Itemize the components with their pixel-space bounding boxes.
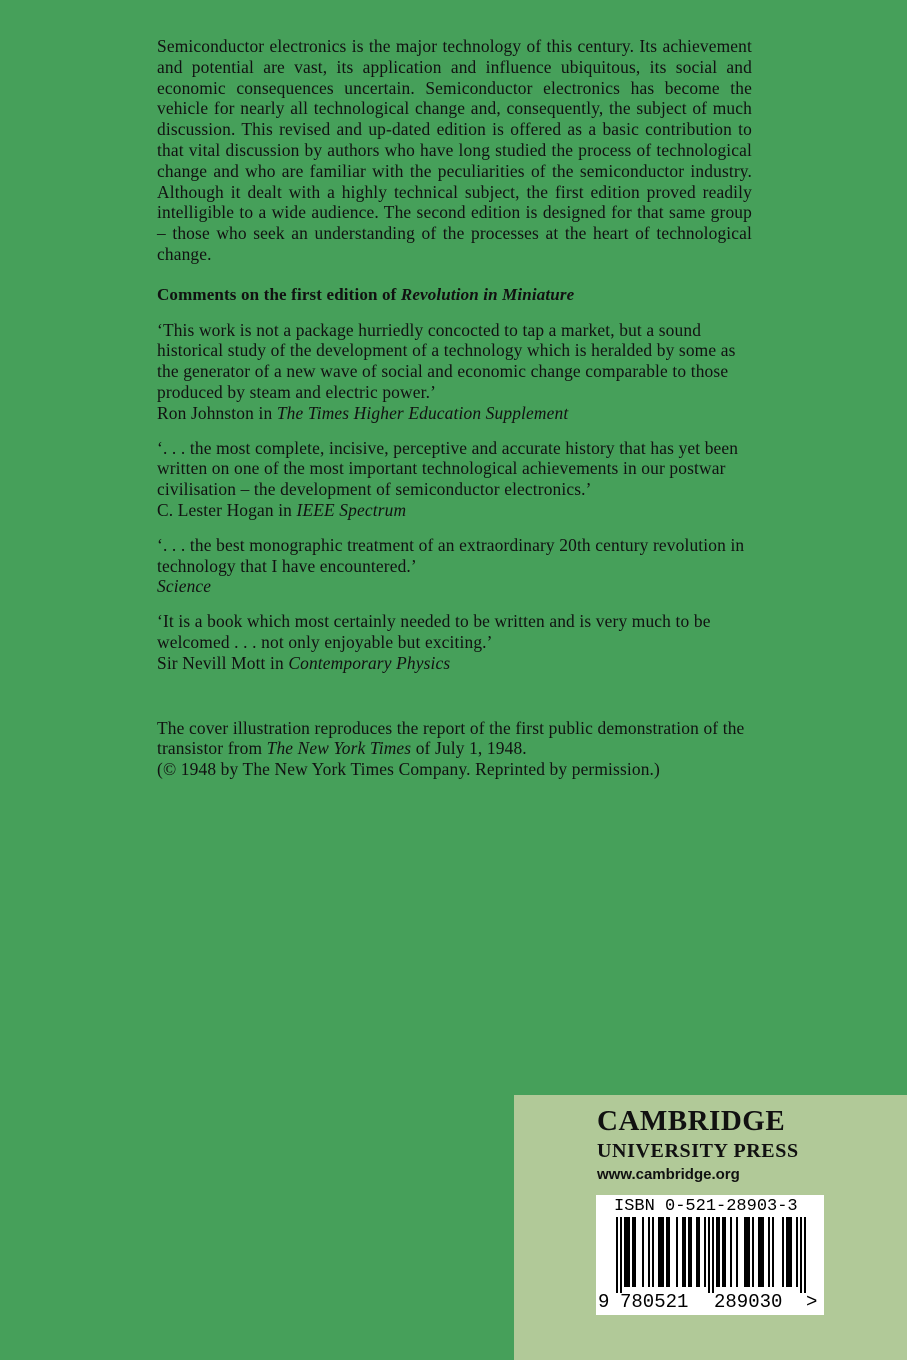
review-quote-4 xyxy=(157,611,752,673)
review-quote-2 xyxy=(157,438,752,521)
back-cover-text xyxy=(157,36,752,780)
barcode-bar xyxy=(634,1217,636,1287)
barcode-bar xyxy=(752,1217,754,1287)
ean-marker: > xyxy=(806,1291,818,1313)
barcode-bar xyxy=(658,1217,660,1287)
publisher-press: UNIVERSITY PRESS xyxy=(597,1140,799,1162)
book-title: Revolution in Miniature xyxy=(400,284,575,304)
comments-heading xyxy=(157,285,752,306)
barcode-bar xyxy=(718,1217,720,1287)
newspaper-name: The New York Times xyxy=(266,738,412,759)
barcode-bar xyxy=(648,1217,650,1287)
quote-text: ‘. . . the most complete, incisive, perceptive and accurate history that has yet been written on one of the most important technological achievements in our postwar civilisation – the development of semiconductor electronics.’ xyxy=(157,437,739,500)
barcode-bar xyxy=(698,1217,700,1287)
ean-right-group: 289030 xyxy=(714,1291,783,1313)
barcode-bar xyxy=(660,1217,662,1287)
barcode-bar xyxy=(708,1217,710,1293)
barcode-bar xyxy=(616,1217,618,1293)
barcode-bar xyxy=(736,1217,738,1287)
barcode-bar xyxy=(642,1217,644,1287)
reviewer: Ron Johnston in xyxy=(157,402,277,423)
barcode-bar xyxy=(748,1217,750,1287)
barcode-bar xyxy=(744,1217,746,1287)
barcode-bar xyxy=(788,1217,790,1287)
barcode-bar xyxy=(760,1217,762,1287)
barcode-bar xyxy=(782,1217,784,1287)
quote-attribution xyxy=(157,653,752,674)
barcode-bar xyxy=(676,1217,678,1287)
barcode-bar xyxy=(724,1217,726,1287)
barcode-bar xyxy=(746,1217,748,1287)
cover-illustration-note xyxy=(157,718,752,780)
publisher-website: www.cambridge.org xyxy=(597,1166,740,1183)
barcode-bar xyxy=(796,1217,798,1287)
isbn-number: ISBN 0-521-28903-3 xyxy=(614,1197,798,1216)
barcode-bar xyxy=(800,1217,802,1293)
reviewer: Sir Nevill Mott in xyxy=(157,652,289,673)
barcode-bar xyxy=(626,1217,628,1287)
publication: Contemporary Physics xyxy=(288,652,451,673)
publication: The Times Higher Education Supplement xyxy=(276,402,569,423)
barcode-bar xyxy=(662,1217,664,1287)
review-quote-3 xyxy=(157,535,752,597)
publisher-name: CAMBRIDGE xyxy=(597,1105,786,1137)
quote-attribution xyxy=(157,500,752,521)
barcode-bar xyxy=(786,1217,788,1287)
quote-attribution xyxy=(157,576,752,597)
ean-left-group: 780521 xyxy=(620,1291,689,1313)
cover-note-before: The cover illustration reproduces the report of the first public demonstration of the transistor from xyxy=(157,717,745,759)
barcode-bar xyxy=(768,1217,770,1287)
barcode-bar xyxy=(652,1217,654,1287)
barcode-bar xyxy=(690,1217,692,1287)
cover-note-after: of July 1, 1948. xyxy=(411,738,527,759)
comments-heading-prefix: Comments on the first edition of xyxy=(157,284,401,304)
barcode-bar xyxy=(730,1217,732,1287)
copyright-notice: (© 1948 by The New York Times Company. Reprinted by permission.) xyxy=(157,759,660,780)
barcode-bar xyxy=(632,1217,634,1287)
barcode-bar xyxy=(758,1217,760,1287)
barcode-bar xyxy=(696,1217,698,1287)
barcode-bar xyxy=(716,1217,718,1287)
book-description: Semiconductor electronics is the major technology of this century. Its achievement and potential are vast, its application and influence ubiquitous, its social and economic consequences uncertain. Semiconductor electronics has become the vehicle for nearly all technological change and, consequently, the subject of much discussion. This revised and up-dated edition is offered as a basic contribution to that vital discussion by authors who have long studied the process of technological change and who are familiar with the peculiarities of the semiconductor industry. Although it dealt with a highly technical subject, the first edition proved readily intelligible to a wide audience. The second edition is designed for that same group – those who seek an understanding of the processes at the heart of technological change. xyxy=(157,36,752,264)
barcode-bar xyxy=(712,1217,714,1293)
barcode-bar xyxy=(666,1217,668,1287)
barcode-icon xyxy=(596,1217,824,1293)
barcode-bar xyxy=(790,1217,792,1287)
reviewer: C. Lester Hogan in xyxy=(157,499,297,520)
barcode-bar xyxy=(684,1217,686,1287)
publisher-panel xyxy=(514,1095,907,1360)
ean-lead-digit: 9 xyxy=(598,1291,610,1313)
barcode-bar xyxy=(682,1217,684,1287)
publication: IEEE Spectrum xyxy=(296,499,407,520)
review-quote-1 xyxy=(157,320,752,424)
barcode-bar xyxy=(772,1217,774,1287)
barcode-bar xyxy=(722,1217,724,1287)
publication: Science xyxy=(157,576,212,597)
barcode-bar xyxy=(620,1217,622,1293)
quote-text: ‘. . . the best monographic treatment of an extraordinary 20th century revolution in technology that I have encountered.’ xyxy=(157,534,745,576)
barcode-bar xyxy=(628,1217,630,1287)
barcode-bar xyxy=(762,1217,764,1287)
quote-text: ‘It is a book which most certainly needed to be written and is very much to be welcomed . . . not only enjoyable but exciting.’ xyxy=(157,611,711,652)
barcode-bar xyxy=(624,1217,626,1287)
quote-attribution xyxy=(157,403,752,424)
barcode-bar xyxy=(668,1217,670,1287)
barcode-box xyxy=(596,1195,824,1315)
barcode-bar xyxy=(704,1217,706,1287)
barcode-bar xyxy=(804,1217,806,1293)
barcode-bar xyxy=(688,1217,690,1287)
quote-text: ‘This work is not a package hurriedly concocted to tap a market, but a sound historical study of the development of a technology which is heralded by some as the generator of a new wave of social and economic change comparable to those produced by steam and electric power.’ xyxy=(157,319,736,402)
